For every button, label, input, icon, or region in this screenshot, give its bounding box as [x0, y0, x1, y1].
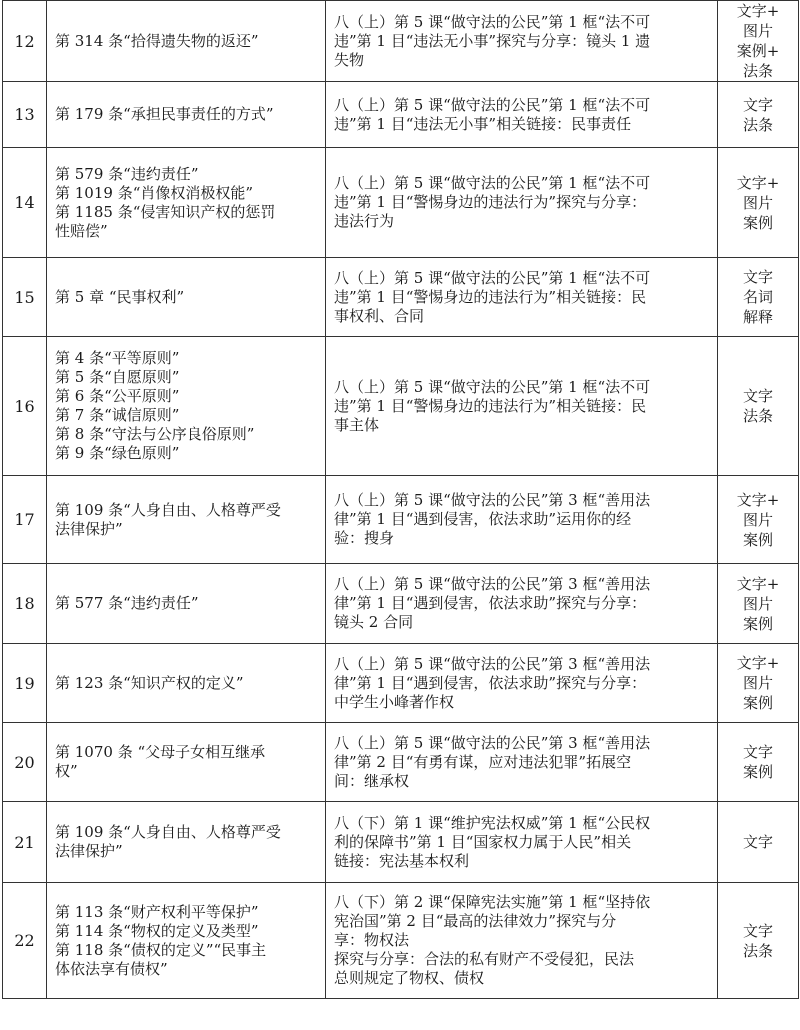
textbook-location-line: 违”第 1 目“违法无小事”相关链接：民事责任 — [334, 114, 632, 133]
table-row — [3, 723, 799, 802]
textbook-location-line: 八（下）第 2 课“保障宪法实施”第 1 框“坚持依 — [334, 893, 651, 911]
content-type — [718, 82, 799, 148]
textbook-location — [326, 148, 718, 258]
civil-code-articles-line: 第 8 条“守法与公序良俗原则” — [55, 425, 255, 443]
content-type-line: 案例+ — [736, 42, 780, 60]
row-number: 19 — [3, 644, 47, 723]
table-row — [3, 802, 799, 883]
textbook-location-line: 违法行为 — [334, 212, 395, 230]
content-type-line: 图片 — [742, 674, 773, 692]
content-type-line: 文字+ — [736, 654, 780, 672]
civil-code-articles-line: 第 314 条“拾得遗失物的返还” — [55, 31, 259, 50]
textbook-location — [326, 337, 718, 476]
row-number: 22 — [3, 883, 47, 999]
table-row — [3, 258, 799, 337]
content-type-line: 文字 — [742, 268, 773, 286]
content-type-line: 法条 — [742, 407, 773, 425]
content-type — [718, 258, 799, 337]
civil-code-articles — [47, 644, 326, 723]
content-type — [718, 337, 799, 476]
textbook-location — [326, 258, 718, 337]
textbook-location-line: 违”第 1 目“警惕身边的违法行为”相关链接：民 — [334, 396, 647, 415]
content-type-line: 文字 — [742, 743, 773, 761]
table-row — [3, 1, 799, 82]
textbook-location-line: 失物 — [334, 50, 365, 69]
civil-code-articles — [47, 564, 326, 644]
textbook-location — [326, 476, 718, 564]
table-row — [3, 476, 799, 564]
textbook-location-line: 八（上）第 5 课“做守法的公民”第 3 框“善用法 — [334, 491, 651, 509]
civil-code-articles-line: 第 577 条“违约责任” — [55, 594, 199, 612]
textbook-location-line: 八（上）第 5 课“做守法的公民”第 3 框“善用法 — [334, 733, 651, 752]
civil-code-articles-line: 权” — [55, 762, 78, 780]
content-type-line: 图片 — [742, 594, 773, 613]
civil-code-articles-line: 法律保护” — [55, 519, 123, 538]
textbook-location-line: 总则规定了物权、债权 — [334, 969, 485, 987]
content-type-line: 图片 — [742, 193, 773, 212]
textbook-location — [326, 723, 718, 802]
content-type-line: 法条 — [742, 115, 773, 134]
content-type-line: 文字 — [742, 833, 773, 851]
content-type-line: 案例 — [742, 213, 773, 232]
textbook-location-line: 间：继承权 — [334, 771, 410, 790]
textbook-location-line: 八（上）第 5 课“做守法的公民”第 1 框“法不可 — [334, 12, 651, 31]
row-number: 21 — [3, 802, 47, 883]
civil-code-articles — [47, 723, 326, 802]
textbook-location-line: 链接：宪法基本权利 — [334, 851, 470, 870]
textbook-location-line: 中学生小峰著作权 — [334, 692, 455, 711]
row-number: 16 — [3, 337, 47, 476]
civil-code-articles-line: 第 7 条“诚信原则” — [55, 406, 180, 424]
content-type — [718, 802, 799, 883]
textbook-location-line: 违”第 1 目“违法无小事”探究与分享：镜头 1 遗 — [334, 31, 651, 50]
civil-code-articles — [47, 82, 326, 148]
textbook-location — [326, 564, 718, 644]
civil-code-articles — [47, 476, 326, 564]
content-type-line: 案例 — [742, 614, 773, 633]
textbook-location-line: 宪治国”第 2 目“最高的法律效力”探究与分 — [334, 912, 617, 930]
civil-code-articles-line: 体依法享有债权” — [55, 959, 168, 978]
row-number: 13 — [3, 82, 47, 148]
civil-code-articles-line: 第 4 条“平等原则” — [55, 349, 180, 367]
civil-code-articles-line: 第 6 条“公平原则” — [55, 387, 180, 405]
textbook-location-line: 八（上）第 5 课“做守法的公民”第 1 框“法不可 — [334, 268, 651, 287]
textbook-location-line: 律”第 1 目“遇到侵害，依法求助”探究与分享： — [334, 594, 647, 612]
content-type-line: 法条 — [742, 941, 773, 960]
civil-code-articles — [47, 337, 326, 476]
civil-code-articles — [47, 802, 326, 883]
content-type — [718, 564, 799, 644]
civil-code-articles — [47, 148, 326, 258]
civil-code-articles-line: 第 113 条“财产权利平等保护” — [55, 902, 259, 921]
civil-code-articles — [47, 883, 326, 999]
row-number: 20 — [3, 723, 47, 802]
civil-code-articles-line: 第 1070 条 “父母子女相互继承 — [55, 743, 266, 761]
textbook-location — [326, 82, 718, 148]
textbook-location-line: 探究与分享：合法的私有财产不受侵犯，民法 — [334, 950, 635, 968]
textbook-location-line: 验：搜身 — [334, 529, 395, 547]
civil-code-articles-line: 第 118 条“债权的定义”“民事主 — [55, 940, 267, 959]
civil-code-articles-line: 第 9 条“绿色原则” — [55, 444, 180, 462]
content-type-line: 文字 — [742, 387, 773, 405]
content-type-line: 文字+ — [736, 2, 780, 20]
civil-code-articles-line: 第 5 章 “民事权利” — [55, 287, 185, 306]
row-number: 12 — [3, 1, 47, 82]
table-row — [3, 148, 799, 258]
content-type-line: 名词 — [742, 288, 773, 306]
content-type-line: 文字 — [742, 95, 773, 114]
textbook-location-line: 享：物权法 — [334, 931, 410, 949]
textbook-location-line: 利的保障书”第 1 目“国家权力属于人民”相关 — [334, 832, 632, 851]
textbook-location-line: 八（上）第 5 课“做守法的公民”第 3 框“善用法 — [334, 654, 651, 673]
textbook-location-line: 违”第 1 目“警惕身边的违法行为”探究与分享： — [334, 193, 647, 211]
textbook-location-line: 律”第 1 目“遇到侵害，依法求助”运用你的经 — [334, 510, 632, 528]
content-type-line: 案例 — [742, 763, 773, 781]
civil-code-articles — [47, 1, 326, 82]
civil-code-articles-line: 第 123 条“知识产权的定义” — [55, 673, 244, 692]
content-type-line: 法条 — [742, 62, 773, 80]
civil-code-articles-line: 性赔偿” — [55, 221, 108, 240]
content-type-line: 图片 — [742, 22, 773, 40]
table-row — [3, 337, 799, 476]
content-type-line: 图片 — [742, 510, 773, 529]
content-type-line: 文字+ — [736, 173, 780, 192]
table-row — [3, 82, 799, 148]
content-type-line: 文字+ — [736, 490, 780, 509]
content-type-line: 解释 — [742, 308, 773, 326]
textbook-location-line: 律”第 2 目“有勇有谋，应对违法犯罪”拓展空 — [334, 752, 632, 771]
textbook-location — [326, 883, 718, 999]
row-number: 14 — [3, 148, 47, 258]
table-row — [3, 883, 799, 999]
civil-code-articles-line: 第 5 条“自愿原则” — [55, 368, 180, 386]
law-textbook-table — [2, 0, 799, 999]
textbook-location-line: 事权利、合同 — [334, 306, 425, 325]
civil-code-articles-line: 第 109 条“人身自由、人格尊严受 — [55, 823, 281, 841]
textbook-location-line: 八（上）第 5 课“做守法的公民”第 1 框“法不可 — [334, 95, 651, 114]
civil-code-articles-line: 第 109 条“人身自由、人格尊严受 — [55, 500, 281, 519]
textbook-location-line: 镜头 2 合同 — [334, 613, 414, 631]
row-number: 18 — [3, 564, 47, 644]
content-type-line: 文字 — [742, 921, 773, 940]
table-row — [3, 644, 799, 723]
civil-code-articles-line: 第 179 条“承担民事责任的方式” — [55, 105, 274, 123]
content-type — [718, 883, 799, 999]
civil-code-articles — [47, 258, 326, 337]
content-type-line: 案例 — [742, 530, 773, 549]
row-number: 15 — [3, 258, 47, 337]
textbook-location-line: 违”第 1 目“警惕身边的违法行为”相关链接：民 — [334, 287, 647, 306]
content-type — [718, 723, 799, 802]
textbook-location-line: 八（下）第 1 课“维护宪法权威”第 1 框“公民权 — [334, 813, 651, 832]
textbook-location-line: 事主体 — [334, 415, 380, 434]
civil-code-articles-line: 第 114 条“物权的定义及类型” — [55, 921, 259, 940]
table-row — [3, 564, 799, 644]
textbook-location-line: 八（上）第 5 课“做守法的公民”第 3 框“善用法 — [334, 575, 651, 593]
content-type-line: 案例 — [742, 694, 773, 712]
civil-code-articles-line: 第 1185 条“侵害知识产权的惩罚 — [55, 202, 276, 221]
content-type — [718, 148, 799, 258]
textbook-location — [326, 644, 718, 723]
content-type — [718, 1, 799, 82]
textbook-location-line: 八（上）第 5 课“做守法的公民”第 1 框“法不可 — [334, 174, 651, 192]
content-type — [718, 644, 799, 723]
content-type-line: 文字+ — [736, 574, 780, 593]
textbook-location — [326, 802, 718, 883]
row-number: 17 — [3, 476, 47, 564]
civil-code-articles-line: 法律保护” — [55, 842, 123, 860]
textbook-location-line: 律”第 1 目“遇到侵害，依法求助”探究与分享： — [334, 673, 647, 692]
textbook-location — [326, 1, 718, 82]
civil-code-articles-line: 第 579 条“违约责任” — [55, 164, 199, 183]
textbook-location-line: 八（上）第 5 课“做守法的公民”第 1 框“法不可 — [334, 377, 651, 396]
content-type — [718, 476, 799, 564]
civil-code-articles-line: 第 1019 条“肖像权消极权能” — [55, 183, 254, 202]
table-body — [3, 1, 799, 999]
